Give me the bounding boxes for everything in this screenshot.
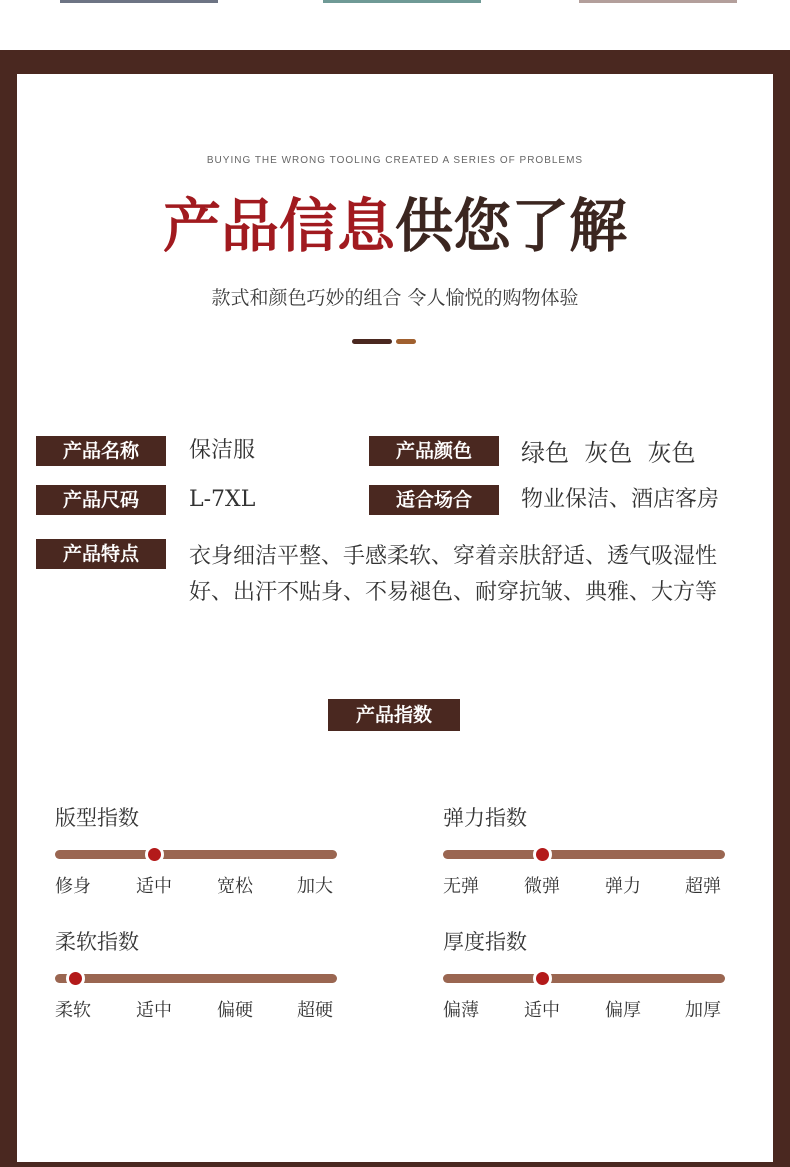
page-title: [0, 190, 790, 262]
scene-value: 物业保洁、酒店客房: [521, 487, 720, 512]
index-knob-thickness: [533, 969, 552, 988]
label: 偏硬: [217, 1000, 253, 1021]
swatch-blue-gray: [60, 0, 218, 3]
feature-value: 衣身细洁平整、手感柔软、穿着亲肤舒适、透气吸湿性好、出汗不贴身、不易褪色、耐穿抗皱、典雅、大方等: [189, 544, 718, 605]
index-knob-elastic: [533, 845, 552, 864]
index-title-soft: 柔软指数: [55, 930, 139, 954]
color-label: 产品颜色: [369, 436, 499, 466]
index-track-elastic: [443, 850, 725, 859]
label: 加大: [297, 876, 333, 897]
label: 修身: [55, 876, 91, 897]
name-value: 保洁服: [189, 438, 256, 463]
index-knob-soft: [66, 969, 85, 988]
divider-dash-light: [396, 339, 416, 344]
label: 偏厚: [605, 1000, 641, 1021]
label: 宽松: [217, 876, 253, 897]
label: 适中: [136, 1000, 172, 1021]
label: 加厚: [685, 1000, 721, 1021]
label: 偏薄: [443, 1000, 479, 1021]
title-red-part: 产品信息: [162, 192, 395, 260]
swatch-teal: [323, 0, 481, 3]
index-knob-fit: [145, 845, 164, 864]
index-title-fit: 版型指数: [55, 806, 139, 830]
label: 弹力: [605, 876, 641, 897]
label: 适中: [524, 1000, 560, 1021]
index-track-thickness: [443, 974, 725, 983]
divider-dash-dark: [352, 339, 392, 344]
label: 超弹: [685, 876, 721, 897]
scene-label: 适合场合: [369, 485, 499, 515]
index-title-elastic: 弹力指数: [443, 806, 527, 830]
label: 柔软: [55, 1000, 91, 1021]
size-label: 产品尺码: [36, 485, 166, 515]
label: 适中: [136, 876, 172, 897]
index-section-title: 产品指数: [328, 699, 460, 731]
size-value: L-7XL: [189, 487, 256, 512]
name-label: 产品名称: [36, 436, 166, 466]
subtitle: 款式和颜色巧妙的组合 令人愉悦的购物体验: [211, 287, 579, 309]
title-dark-part: 供您了解: [395, 192, 628, 260]
label: 超硬: [297, 1000, 333, 1021]
index-track-soft: [55, 974, 337, 983]
label: 无弹: [443, 876, 479, 897]
index-track-fit: [55, 850, 337, 859]
english-tagline: BUYING THE WRONG TOOLING CREATED A SERIES OF PROBLEMS: [206, 155, 584, 166]
label: 微弹: [524, 876, 560, 897]
index-title-thickness: 厚度指数: [443, 930, 527, 954]
color-value: 绿色 灰色 灰色: [521, 439, 696, 467]
feature-label: 产品特点: [36, 539, 166, 569]
swatch-mauve: [579, 0, 737, 3]
